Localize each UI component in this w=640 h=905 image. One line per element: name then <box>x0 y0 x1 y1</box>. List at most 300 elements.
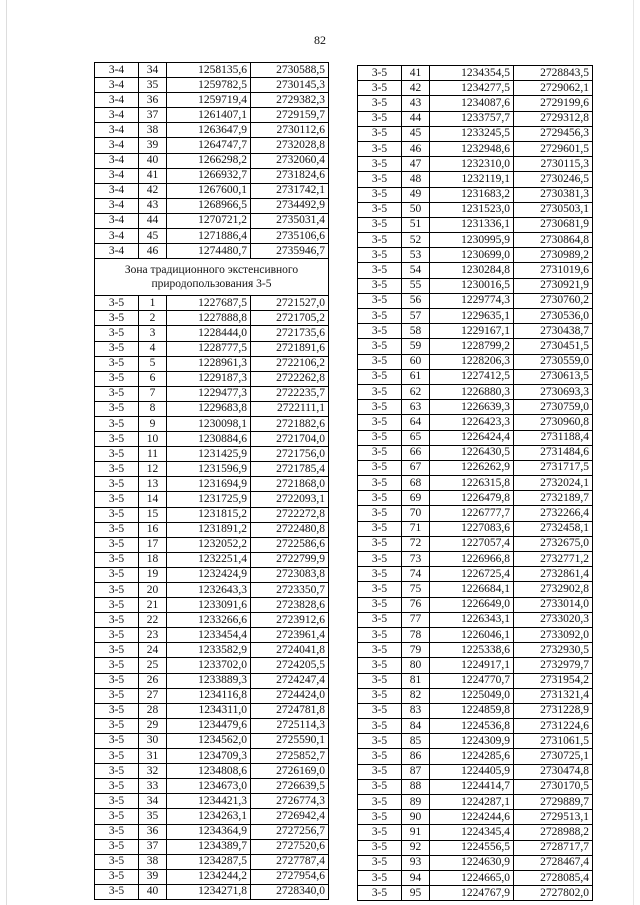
x-coordinate-cell: 1229635,1 <box>430 309 514 324</box>
point-number-cell: 48 <box>402 172 430 187</box>
point-number-cell: 91 <box>402 825 430 840</box>
table-row <box>358 293 593 308</box>
zone-cell: 3-5 <box>358 309 402 324</box>
zone-cell: 3-5 <box>95 794 139 809</box>
y-coordinate-cell: 2730760,2 <box>514 293 593 308</box>
point-number-cell: 82 <box>402 688 430 703</box>
zone-cell: 3-5 <box>95 613 139 628</box>
point-number-cell: 33 <box>139 779 167 794</box>
zone-cell: 3-5 <box>358 400 402 415</box>
zone-cell: 3-5 <box>95 869 139 884</box>
table-row <box>95 749 329 764</box>
zone-cell: 3-5 <box>358 567 402 582</box>
point-number-cell: 66 <box>402 445 430 460</box>
table-row <box>95 93 329 108</box>
table-row <box>95 311 329 326</box>
y-coordinate-cell: 2730503,1 <box>514 202 593 217</box>
y-coordinate-cell: 2724781,8 <box>251 703 329 718</box>
x-coordinate-cell: 1226424,4 <box>430 430 514 445</box>
table-row <box>358 324 593 339</box>
y-coordinate-cell: 2730170,5 <box>514 779 593 794</box>
point-number-cell: 44 <box>402 111 430 126</box>
y-coordinate-cell: 2734492,9 <box>251 198 329 213</box>
y-coordinate-cell: 2723828,6 <box>251 598 329 613</box>
table-row <box>358 202 593 217</box>
zone-cell: 3-5 <box>358 339 402 354</box>
x-coordinate-cell: 1224345,4 <box>430 825 514 840</box>
zone-cell: 3-5 <box>358 734 402 749</box>
table-row <box>95 628 329 643</box>
zone-cell: 3-5 <box>358 521 402 536</box>
table-row <box>358 157 593 172</box>
x-coordinate-cell: 1224285,6 <box>430 749 514 764</box>
y-coordinate-cell: 2729513,1 <box>514 810 593 825</box>
zone-cell: 3-5 <box>358 324 402 339</box>
point-number-cell: 71 <box>402 521 430 536</box>
table-row <box>95 658 329 673</box>
table-row <box>95 794 329 809</box>
table-row <box>95 138 329 153</box>
point-number-cell: 55 <box>402 278 430 293</box>
zone-cell: 3-5 <box>358 810 402 825</box>
table-row <box>358 825 593 840</box>
zone-cell: 3-5 <box>95 764 139 779</box>
point-number-cell: 30 <box>139 733 167 748</box>
table-row <box>358 703 593 718</box>
zone-cell: 3-5 <box>95 598 139 613</box>
point-number-cell: 24 <box>139 643 167 658</box>
table-row <box>358 309 593 324</box>
point-number-cell: 68 <box>402 476 430 491</box>
y-coordinate-cell: 2721704,0 <box>251 432 329 447</box>
point-number-cell: 72 <box>402 536 430 551</box>
x-coordinate-cell: 1224665,0 <box>430 870 514 885</box>
point-number-cell: 9 <box>139 416 167 431</box>
table-row <box>358 521 593 536</box>
y-coordinate-cell: 2721735,6 <box>251 326 329 341</box>
y-coordinate-cell: 2732028,8 <box>251 138 329 153</box>
zone-cell: 3-4 <box>95 213 139 228</box>
point-number-cell: 93 <box>402 855 430 870</box>
x-coordinate-cell: 1227083,6 <box>430 521 514 536</box>
table-row <box>358 460 593 475</box>
table-row <box>358 627 593 642</box>
point-number-cell: 46 <box>402 141 430 156</box>
point-number-cell: 45 <box>139 229 167 244</box>
zone-cell: 3-5 <box>95 537 139 552</box>
x-coordinate-cell: 1232643,3 <box>167 583 251 598</box>
y-coordinate-cell: 2723083,8 <box>251 567 329 582</box>
table-row <box>358 172 593 187</box>
y-coordinate-cell: 2732771,2 <box>514 552 593 567</box>
point-number-cell: 1 <box>139 296 167 311</box>
table-row <box>95 356 329 371</box>
y-coordinate-cell: 2730681,9 <box>514 217 593 232</box>
zone-cell: 3-5 <box>358 202 402 217</box>
x-coordinate-cell: 1234421,3 <box>167 794 251 809</box>
table-row <box>95 552 329 567</box>
y-coordinate-cell: 2722799,9 <box>251 552 329 567</box>
x-coordinate-cell: 1225049,0 <box>430 688 514 703</box>
x-coordinate-cell: 1231425,9 <box>167 447 251 462</box>
point-number-cell: 58 <box>402 324 430 339</box>
point-number-cell: 80 <box>402 658 430 673</box>
y-coordinate-cell: 2732930,5 <box>514 643 593 658</box>
table-row <box>95 779 329 794</box>
y-coordinate-cell: 2722111,1 <box>251 401 329 416</box>
zone-cell: 3-5 <box>358 597 402 612</box>
zone-cell: 3-5 <box>358 81 402 96</box>
point-number-cell: 39 <box>139 138 167 153</box>
y-coordinate-cell: 2726942,4 <box>251 809 329 824</box>
point-number-cell: 6 <box>139 371 167 386</box>
zone-cell: 3-5 <box>358 612 402 627</box>
table-row <box>358 673 593 688</box>
y-coordinate-cell: 2735946,7 <box>251 244 329 259</box>
y-coordinate-cell: 2728085,4 <box>514 870 593 885</box>
table-row <box>358 263 593 278</box>
table-row <box>95 884 329 899</box>
point-number-cell: 34 <box>139 794 167 809</box>
table-row <box>95 718 329 733</box>
zone-cell: 3-5 <box>358 141 402 156</box>
zone-cell: 3-5 <box>95 552 139 567</box>
x-coordinate-cell: 1226046,1 <box>430 627 514 642</box>
x-coordinate-cell: 1226966,8 <box>430 552 514 567</box>
y-coordinate-cell: 2731742,1 <box>251 183 329 198</box>
point-number-cell: 29 <box>139 718 167 733</box>
point-number-cell: 60 <box>402 354 430 369</box>
point-number-cell: 34 <box>139 63 167 78</box>
table-row <box>95 416 329 431</box>
zone-cell: 3-5 <box>95 779 139 794</box>
point-number-cell: 84 <box>402 719 430 734</box>
table-row <box>358 764 593 779</box>
y-coordinate-cell: 2721756,0 <box>251 447 329 462</box>
zone-cell: 3-4 <box>95 108 139 123</box>
y-coordinate-cell: 2727787,4 <box>251 854 329 869</box>
x-coordinate-cell: 1233757,7 <box>430 111 514 126</box>
zone-cell: 3-5 <box>95 703 139 718</box>
x-coordinate-cell: 1232310,0 <box>430 157 514 172</box>
zone-cell: 3-5 <box>358 643 402 658</box>
zone-cell: 3-5 <box>95 492 139 507</box>
zone-cell: 3-5 <box>358 157 402 172</box>
x-coordinate-cell: 1234479,6 <box>167 718 251 733</box>
table-row <box>358 643 593 658</box>
point-number-cell: 10 <box>139 432 167 447</box>
x-coordinate-cell: 1224536,8 <box>430 719 514 734</box>
table-row <box>358 491 593 506</box>
y-coordinate-cell: 2722262,8 <box>251 371 329 386</box>
x-coordinate-cell: 1227888,8 <box>167 311 251 326</box>
table-row <box>358 855 593 870</box>
table-row <box>95 341 329 356</box>
zone-cell: 3-5 <box>358 719 402 734</box>
x-coordinate-cell: 1226639,3 <box>430 400 514 415</box>
y-coordinate-cell: 2730960,8 <box>514 415 593 430</box>
x-coordinate-cell: 1234808,6 <box>167 764 251 779</box>
y-coordinate-cell: 2729889,7 <box>514 795 593 810</box>
zone-cell: 3-5 <box>358 278 402 293</box>
point-number-cell: 81 <box>402 673 430 688</box>
x-coordinate-cell: 1228777,5 <box>167 341 251 356</box>
y-coordinate-cell: 2730246,5 <box>514 172 593 187</box>
point-number-cell: 54 <box>402 263 430 278</box>
table-row <box>95 703 329 718</box>
x-coordinate-cell: 1234116,8 <box>167 688 251 703</box>
point-number-cell: 22 <box>139 613 167 628</box>
point-number-cell: 65 <box>402 430 430 445</box>
x-coordinate-cell: 1267600,1 <box>167 183 251 198</box>
table-row <box>95 537 329 552</box>
table-row <box>95 123 329 138</box>
x-coordinate-cell: 1226315,8 <box>430 476 514 491</box>
right-rows <box>358 66 593 901</box>
x-coordinate-cell: 1228961,3 <box>167 356 251 371</box>
scan-edge-right <box>633 0 634 905</box>
table-row <box>358 369 593 384</box>
scan-edge-left <box>6 0 7 905</box>
zone-cell: 3-5 <box>358 217 402 232</box>
table-row <box>95 764 329 779</box>
table-row <box>358 187 593 202</box>
zone-cell: 3-5 <box>358 703 402 718</box>
x-coordinate-cell: 1229167,1 <box>430 324 514 339</box>
zone-cell: 3-4 <box>95 63 139 78</box>
point-number-cell: 94 <box>402 870 430 885</box>
x-coordinate-cell: 1233245,5 <box>430 126 514 141</box>
table-row <box>358 506 593 521</box>
zone-cell: 3-5 <box>358 779 402 794</box>
zone-cell: 3-4 <box>95 138 139 153</box>
table-row <box>95 63 329 78</box>
table-row <box>95 643 329 658</box>
table-row <box>358 415 593 430</box>
zone-cell: 3-5 <box>358 460 402 475</box>
zone-cell: 3-5 <box>358 233 402 248</box>
point-number-cell: 50 <box>402 202 430 217</box>
table-row <box>95 507 329 522</box>
x-coordinate-cell: 1234562,0 <box>167 733 251 748</box>
x-coordinate-cell: 1224414,7 <box>430 779 514 794</box>
y-coordinate-cell: 2731824,6 <box>251 168 329 183</box>
table-row <box>95 854 329 869</box>
x-coordinate-cell: 1226423,3 <box>430 415 514 430</box>
table-row <box>95 869 329 884</box>
x-coordinate-cell: 1233889,3 <box>167 673 251 688</box>
table-row <box>95 168 329 183</box>
y-coordinate-cell: 2730725,1 <box>514 749 593 764</box>
zone-cell: 3-5 <box>95 884 139 899</box>
y-coordinate-cell: 2732979,7 <box>514 658 593 673</box>
table-row <box>95 673 329 688</box>
point-number-cell: 14 <box>139 492 167 507</box>
x-coordinate-cell: 1229683,8 <box>167 401 251 416</box>
table-row <box>358 719 593 734</box>
x-coordinate-cell: 1231683,2 <box>430 187 514 202</box>
point-number-cell: 43 <box>402 96 430 111</box>
y-coordinate-cell: 2722106,2 <box>251 356 329 371</box>
table-row <box>95 824 329 839</box>
zone-cell: 3-5 <box>95 371 139 386</box>
table-row <box>358 734 593 749</box>
point-number-cell: 21 <box>139 598 167 613</box>
y-coordinate-cell: 2729159,7 <box>251 108 329 123</box>
x-coordinate-cell: 1270721,2 <box>167 213 251 228</box>
point-number-cell: 67 <box>402 460 430 475</box>
zone-cell: 3-4 <box>95 183 139 198</box>
table-row <box>95 244 329 259</box>
point-number-cell: 42 <box>139 183 167 198</box>
x-coordinate-cell: 1231336,1 <box>430 217 514 232</box>
x-coordinate-cell: 1263647,9 <box>167 123 251 138</box>
point-number-cell: 28 <box>139 703 167 718</box>
point-number-cell: 42 <box>402 81 430 96</box>
zone-cell: 3-5 <box>358 688 402 703</box>
point-number-cell: 37 <box>139 108 167 123</box>
zone-cell: 3-5 <box>95 824 139 839</box>
y-coordinate-cell: 2730145,3 <box>251 78 329 93</box>
x-coordinate-cell: 1264747,7 <box>167 138 251 153</box>
point-number-cell: 11 <box>139 447 167 462</box>
zone-cell: 3-5 <box>95 628 139 643</box>
table-row <box>358 840 593 855</box>
y-coordinate-cell: 2731061,5 <box>514 734 593 749</box>
zone-cell: 3-5 <box>95 416 139 431</box>
table-row <box>358 567 593 582</box>
y-coordinate-cell: 2725590,1 <box>251 733 329 748</box>
zone-cell: 3-4 <box>95 78 139 93</box>
zone-cell: 3-5 <box>358 96 402 111</box>
y-coordinate-cell: 2733020,3 <box>514 612 593 627</box>
table-row <box>358 233 593 248</box>
x-coordinate-cell: 1232052,2 <box>167 537 251 552</box>
y-coordinate-cell: 2729312,8 <box>514 111 593 126</box>
x-coordinate-cell: 1228444,0 <box>167 326 251 341</box>
table-row <box>95 296 329 311</box>
table-row <box>95 108 329 123</box>
x-coordinate-cell: 1225338,6 <box>430 643 514 658</box>
table-row <box>358 81 593 96</box>
zone-heading: Зона традиционного экстенсивного природопользования 3-5 <box>95 259 329 296</box>
zone-cell: 3-5 <box>358 673 402 688</box>
zone-cell: 3-5 <box>358 840 402 855</box>
x-coordinate-cell: 1259782,5 <box>167 78 251 93</box>
point-number-cell: 40 <box>139 153 167 168</box>
y-coordinate-cell: 2730588,5 <box>251 63 329 78</box>
x-coordinate-cell: 1226725,4 <box>430 567 514 582</box>
y-coordinate-cell: 2722586,6 <box>251 537 329 552</box>
y-coordinate-cell: 2721705,2 <box>251 311 329 326</box>
right-coordinates-table <box>357 65 592 901</box>
table-row <box>358 217 593 232</box>
y-coordinate-cell: 2730451,5 <box>514 339 593 354</box>
y-coordinate-cell: 2729382,3 <box>251 93 329 108</box>
zone-cell: 3-5 <box>95 311 139 326</box>
zone-cell: 3-5 <box>358 172 402 187</box>
point-number-cell: 7 <box>139 386 167 401</box>
x-coordinate-cell: 1234389,7 <box>167 839 251 854</box>
x-coordinate-cell: 1224244,6 <box>430 810 514 825</box>
x-coordinate-cell: 1224309,9 <box>430 734 514 749</box>
table-row <box>95 477 329 492</box>
y-coordinate-cell: 2722272,8 <box>251 507 329 522</box>
x-coordinate-cell: 1232948,6 <box>430 141 514 156</box>
zone-cell: 3-5 <box>358 582 402 597</box>
point-number-cell: 49 <box>402 187 430 202</box>
x-coordinate-cell: 1227057,4 <box>430 536 514 551</box>
point-number-cell: 5 <box>139 356 167 371</box>
table-row <box>95 213 329 228</box>
point-number-cell: 13 <box>139 477 167 492</box>
zone-cell: 3-5 <box>95 749 139 764</box>
table-row <box>358 810 593 825</box>
y-coordinate-cell: 2726639,5 <box>251 779 329 794</box>
point-number-cell: 51 <box>402 217 430 232</box>
table-row <box>358 430 593 445</box>
y-coordinate-cell: 2725114,3 <box>251 718 329 733</box>
table-row <box>358 795 593 810</box>
table-row <box>358 779 593 794</box>
point-number-cell: 38 <box>139 854 167 869</box>
x-coordinate-cell: 1233702,0 <box>167 658 251 673</box>
zone-cell: 3-5 <box>95 673 139 688</box>
point-number-cell: 26 <box>139 673 167 688</box>
x-coordinate-cell: 1268966,5 <box>167 198 251 213</box>
x-coordinate-cell: 1224630,9 <box>430 855 514 870</box>
zone-cell: 3-5 <box>358 111 402 126</box>
point-number-cell: 41 <box>402 66 430 81</box>
x-coordinate-cell: 1233454,4 <box>167 628 251 643</box>
x-coordinate-cell: 1229477,3 <box>167 386 251 401</box>
zone-cell: 3-5 <box>358 66 402 81</box>
point-number-cell: 15 <box>139 507 167 522</box>
zone-cell: 3-5 <box>358 354 402 369</box>
point-number-cell: 75 <box>402 582 430 597</box>
point-number-cell: 70 <box>402 506 430 521</box>
zone-cell: 3-5 <box>95 341 139 356</box>
y-coordinate-cell: 2735031,4 <box>251 213 329 228</box>
x-coordinate-cell: 1224859,8 <box>430 703 514 718</box>
page-number: 82 <box>314 33 326 47</box>
table-row <box>358 111 593 126</box>
table-row <box>358 658 593 673</box>
point-number-cell: 8 <box>139 401 167 416</box>
table-row <box>358 400 593 415</box>
point-number-cell: 41 <box>139 168 167 183</box>
y-coordinate-cell: 2731019,6 <box>514 263 593 278</box>
point-number-cell: 45 <box>402 126 430 141</box>
y-coordinate-cell: 2723350,7 <box>251 583 329 598</box>
x-coordinate-cell: 1234287,5 <box>167 854 251 869</box>
zone-cell: 3-5 <box>95 296 139 311</box>
table-row <box>358 476 593 491</box>
y-coordinate-cell: 2732675,0 <box>514 536 593 551</box>
zone-cell: 3-5 <box>358 658 402 673</box>
x-coordinate-cell: 1258135,6 <box>167 63 251 78</box>
table-row <box>95 492 329 507</box>
y-coordinate-cell: 2730381,3 <box>514 187 593 202</box>
point-number-cell: 74 <box>402 567 430 582</box>
y-coordinate-cell: 2730759,0 <box>514 400 593 415</box>
y-coordinate-cell: 2721891,6 <box>251 341 329 356</box>
x-coordinate-cell: 1234311,0 <box>167 703 251 718</box>
x-coordinate-cell: 1231694,9 <box>167 477 251 492</box>
zone-cell: 3-5 <box>358 795 402 810</box>
point-number-cell: 63 <box>402 400 430 415</box>
y-coordinate-cell: 2731954,2 <box>514 673 593 688</box>
